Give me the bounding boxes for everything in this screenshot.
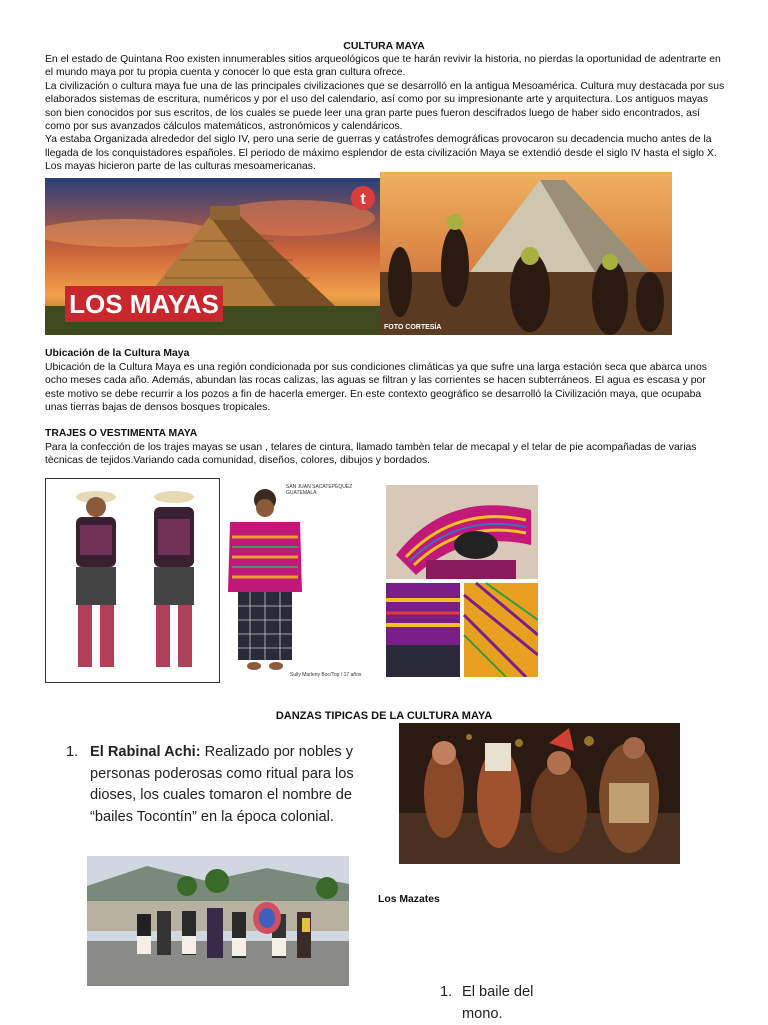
- los-mayas-logo: LOS MAYAS: [69, 289, 219, 319]
- trajes-text: Para la confección de los trajes mayas se usan , telares de cintura, llamado tambèn telar de mecapal y el telar de pie acompañadas de varias tècnicas de tejidos.Variando cada comunidad, diseños, colores, dibujos y bordados.: [45, 442, 697, 467]
- photo-caption-name: Sully Marleny Boc/Top / 17 años: [290, 672, 362, 678]
- men-traditional-clothing-image: [45, 478, 220, 683]
- trajes-heading: TRAJES O VESTIMENTA MAYA: [45, 428, 198, 439]
- svg-text:t: t: [360, 191, 366, 208]
- woman-traditional-clothing-image: [220, 482, 380, 682]
- photo-caption-location: SAN JUAN SACATEPÉQUEZ GUATEMALA: [286, 484, 353, 496]
- dance1-item: [90, 742, 390, 828]
- page-title: CULTURA MAYA: [343, 40, 425, 52]
- dance1-description: Realizado por nobles y personas poderosas como ritual para los dioses, los cuales tomaron el nombre de “bailes Tocontín” en la época colonial.: [90, 744, 354, 825]
- ubicacion-heading: Ubicación de la Cultura Maya: [45, 348, 190, 359]
- dance2-name: El baile del mono.: [462, 984, 534, 1022]
- dance1-number: 1.: [66, 744, 79, 760]
- intro-paragraph: En el estado de Quintana Roo existen innumerables sitios arqueológicos que te harán revivir la historia, no pierdas la oportunidad de adentrarte en el mundo maya por tu propia cuenta y conocer lo que esta gran cultura ofrece.: [45, 54, 721, 79]
- dance2-number: 1.: [440, 984, 453, 1000]
- danzas-heading: DANZAS TIPICAS DE LA CULTURA MAYA: [275, 710, 493, 722]
- los-mazates-dance-image: [87, 856, 349, 986]
- ubicacion-text: Ubicación de la Cultura Maya es una región condicionada por sus condiciones climáticas ya que sufre una larga estación seca que abarca unos ocho meses cada año. Además, abundan las rocas calizas, las aguas se filtran y las corrientes se hacen subterráneos. El agua es escasa y por este motivo se debe recurrir a los pozos a fin de hacerla emerger. En este contexto geográfico se desarrolló la Civilización maya, que ocupaba unas tierras bajas de densos bosques tropicales.: [45, 362, 707, 414]
- photo-credit: FOTO CORTESÍA: [384, 324, 442, 331]
- intro-text: [45, 53, 725, 174]
- pyramid-banner-image: [45, 178, 380, 335]
- intro-paragraph: Ya estaba Organizada alrededor del siglo IV, pero una serie de guerras y catástrofes demográficas provocaron su decadencia mucho antes de la llegada de los conquistadores españoles. El periodo de máximo esplendor de esta civilización Maya se extendió desde el siglo IV hasta el siglo X. Los mayas hicieron parte de las culturas mesoamericanas.: [45, 134, 717, 173]
- rabinal-achi-dance-image: [399, 723, 680, 864]
- los-mazates-label: Los Mazates: [378, 894, 440, 905]
- textile-collage-image: [386, 485, 538, 677]
- intro-paragraph: La civilización o cultura maya fue una de las principales civilizaciones que se desarrolló en la antigua Mesoamérica. Cultura muy destacada por sus elaborados sistemas de escritura, numéricos y por el uso del calendario, así como por su impresionante arte y arquitectura. Los antiguos mayas son bien conocidos por sus escritos, de los cuales se puede leer una gran parte pues fueron descifrados luego de haber sido encontrados, así como por sus avanzados cálculos matemáticos, astronómicos y calendáricos.: [45, 80, 725, 133]
- dance1-name: El Rabinal Achi:: [90, 744, 201, 760]
- mayan-painting-image: [380, 172, 672, 335]
